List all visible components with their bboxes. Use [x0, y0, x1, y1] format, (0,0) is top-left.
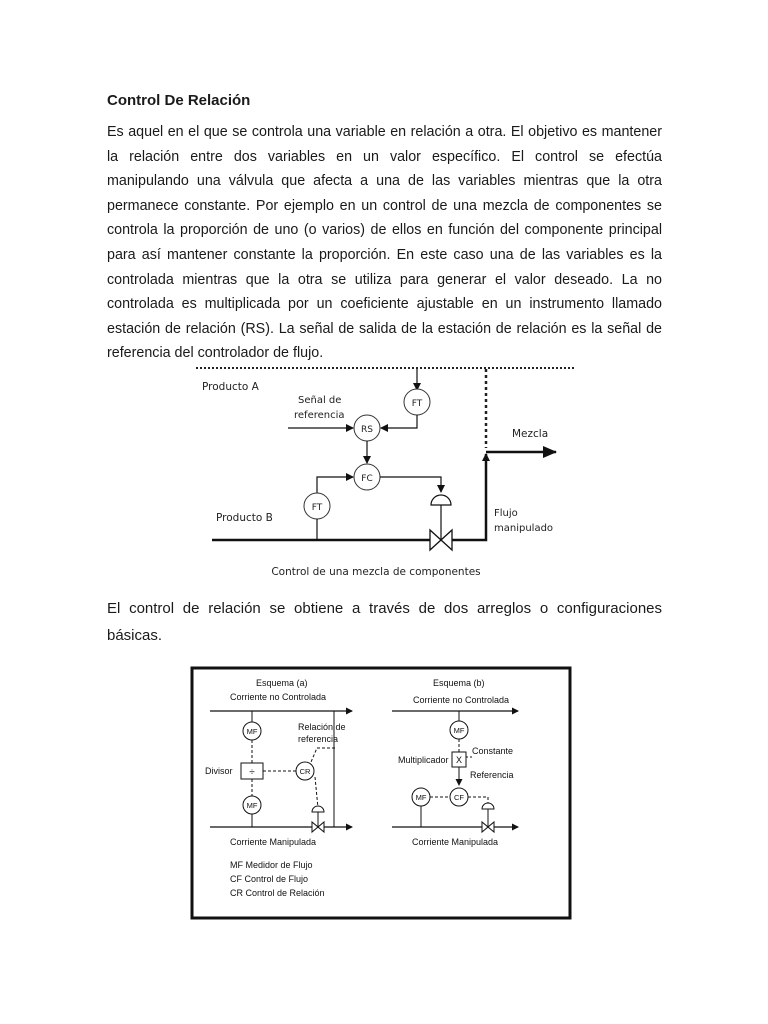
legend-cr: CR Control de Relación [230, 888, 325, 898]
legend-mf: MF Medidor de Flujo [230, 860, 313, 870]
cf-label: CF [454, 793, 464, 802]
scheme-b-mf-bottom-label: MF [415, 793, 427, 802]
flujo-label-2: manipulado [494, 523, 554, 534]
scheme-a-title: Esquema (a) [256, 678, 308, 688]
mezcla-label: Mezcla [512, 428, 549, 440]
flujo-label-1: Flujo [494, 508, 518, 519]
producto-b-label: Producto B [216, 512, 273, 524]
intro-paragraph: Es aquel en el que se controla una variable en relación a otra. El objetivo es mantener la relación entre dos variables en un valor específico. El control se efectúa manipulando una válvula que afecta a una de las variables mientras que la otra permanece constante. Por ejemplo en un control de una mezcla de componentes se controla la proporción de uno (o varios) de ellos en función del componente principal para así mantener constante la proporción. En este caso una de las variables es la controlada mientras que la otra se utiliza para generar el valor deseado. La no controlada es multiplicada por un coeficiente ajustable en un instrumento llamado estación de relación (RS). La señal de salida de la estación de relación es la señal de referencia del controlador de flujo. [107, 124, 662, 362]
scheme-b-mf-top-label: MF [453, 726, 465, 735]
legend-cf: CF Control de Flujo [230, 874, 309, 884]
arrangements-paragraph: El control de relación se obtiene a través de dos arreglos o configuraciones básicas. [107, 600, 662, 644]
ft-bottom-label: FT [311, 503, 323, 513]
divisor-symbol: ÷ [249, 767, 255, 778]
ft-top-label: FT [411, 399, 423, 409]
senal-label-2: referencia [294, 410, 345, 421]
senal-label-1: Señal de [298, 395, 342, 406]
scheme-a-mf-top-label: MF [246, 727, 258, 736]
multiplicador-label: Multiplicador [398, 755, 449, 765]
multiplier-symbol: X [455, 755, 463, 765]
referencia-label: Referencia [470, 770, 514, 780]
scheme-b-manipulated-label: Corriente Manipulada [412, 837, 499, 847]
producto-a-label: Producto A [202, 381, 259, 393]
scheme-a-mf-bottom-label: MF [246, 801, 258, 810]
scheme-b-uncontrolled-label: Corriente no Controlada [413, 695, 510, 705]
scheme-b-title: Esquema (b) [433, 678, 485, 688]
section-heading: Control De Relación [107, 92, 251, 109]
rs-label: RS [361, 425, 373, 435]
scheme-a-manipulated-label: Corriente Manipulada [230, 837, 317, 847]
cr-label: CR [299, 767, 311, 776]
constante-label: Constante [472, 746, 514, 756]
fc-label: FC [361, 474, 373, 484]
scheme-a-uncontrolled-label: Corriente no Controlada [230, 692, 327, 702]
relacion-label-2: referencia [298, 734, 339, 744]
figure1-caption: Control de una mezcla de componentes [271, 566, 481, 578]
divisor-label: Divisor [205, 766, 233, 776]
relacion-label-1: Relación de [298, 722, 346, 732]
